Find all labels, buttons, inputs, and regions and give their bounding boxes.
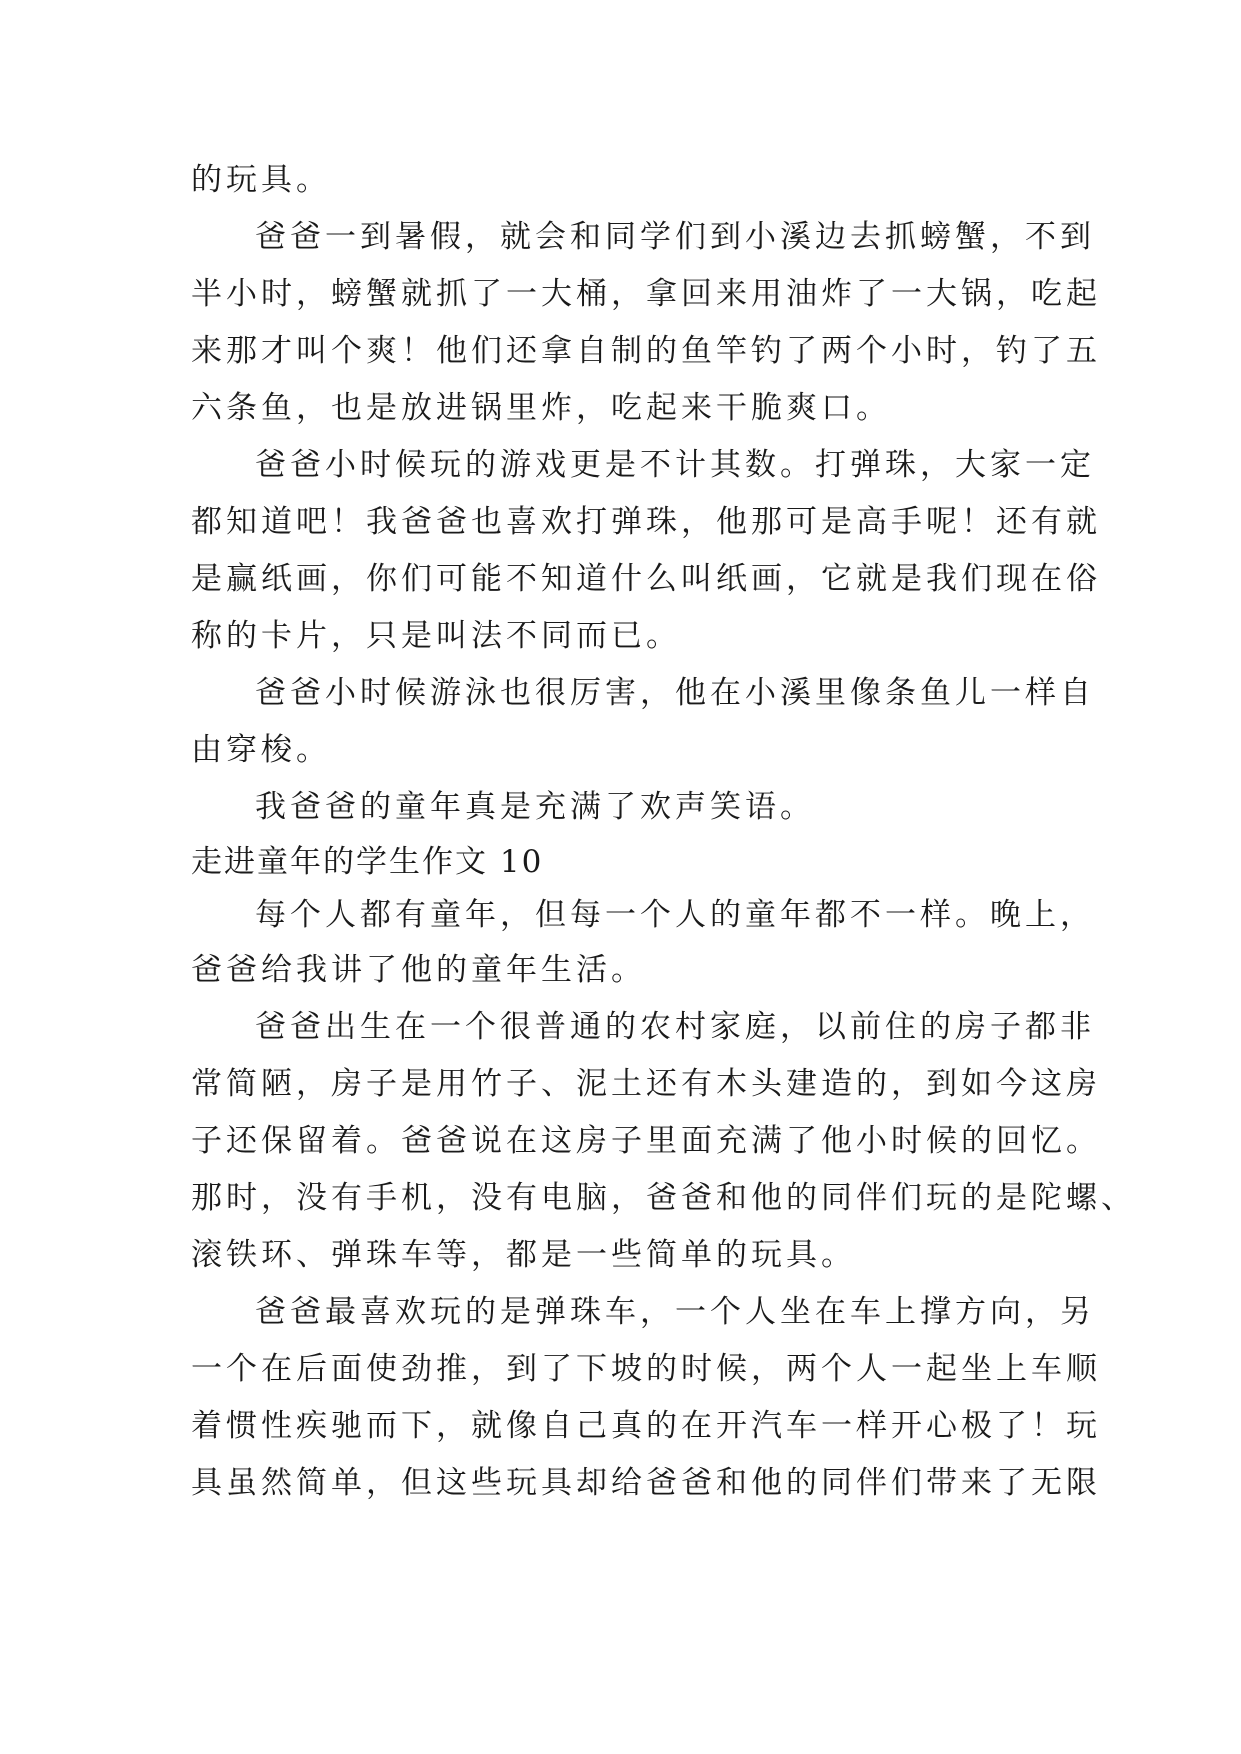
- text-line: 具虽然简单，但这些玩具却给爸爸和他的同伴们带来了无限: [191, 1465, 1101, 1501]
- text-line: 半小时，螃蟹就抓了一大桶，拿回来用油炸了一大锅，吃起: [191, 276, 1101, 312]
- text-line: 着惯性疾驰而下，就像自己真的在开汽车一样开心极了！玩: [191, 1408, 1101, 1444]
- text-line: 一个在后面使劲推，到了下坡的时候，两个人一起坐上车顺: [191, 1351, 1101, 1387]
- text-line: 称的卡片，只是叫法不同而已。: [191, 618, 681, 654]
- paragraph-first-line: 我爸爸的童年真是充满了欢声笑语。: [255, 789, 815, 825]
- text-line: 都知道吧！我爸爸也喜欢打弹珠，他那可是高手呢！还有就: [191, 504, 1101, 540]
- paragraph-first-line: 爸爸小时候玩的游戏更是不计其数。打弹珠，大家一定: [255, 447, 1095, 483]
- text-line: 由穿梭。: [191, 732, 331, 768]
- paragraph-first-line: 爸爸小时候游泳也很厉害，他在小溪里像条鱼儿一样自: [255, 675, 1095, 711]
- text-line: 那时，没有手机，没有电脑，爸爸和他的同伴们玩的是陀螺、: [191, 1180, 1136, 1216]
- text-line: 来那才叫个爽！他们还拿自制的鱼竿钓了两个小时，钓了五: [191, 333, 1101, 369]
- text-line: 是赢纸画，你们可能不知道什么叫纸画，它就是我们现在俗: [191, 561, 1101, 597]
- paragraph-first-line: 每个人都有童年，但每一个人的童年都不一样。晚上，: [255, 897, 1095, 933]
- paragraph-first-line: 爸爸出生在一个很普通的农村家庭，以前住的房子都非: [255, 1009, 1095, 1045]
- text-line: 爸爸给我讲了他的童年生活。: [191, 952, 646, 988]
- paragraph-first-line: 爸爸最喜欢玩的是弹珠车，一个人坐在车上撑方向，另: [255, 1294, 1095, 1330]
- text-line: 的玩具。: [191, 162, 331, 198]
- paragraph-first-line: 爸爸一到暑假，就会和同学们到小溪边去抓螃蟹，不到: [255, 219, 1095, 255]
- text-line: 滚铁环、弹珠车等，都是一些简单的玩具。: [191, 1237, 856, 1273]
- text-line: 常简陋，房子是用竹子、泥土还有木头建造的，到如今这房: [191, 1066, 1101, 1102]
- section-heading: 走进童年的学生作文 10: [191, 844, 544, 880]
- text-line: 六条鱼，也是放进锅里炸，吃起来干脆爽口。: [191, 390, 891, 426]
- text-line: 子还保留着。爸爸说在这房子里面充满了他小时候的回忆。: [191, 1123, 1101, 1159]
